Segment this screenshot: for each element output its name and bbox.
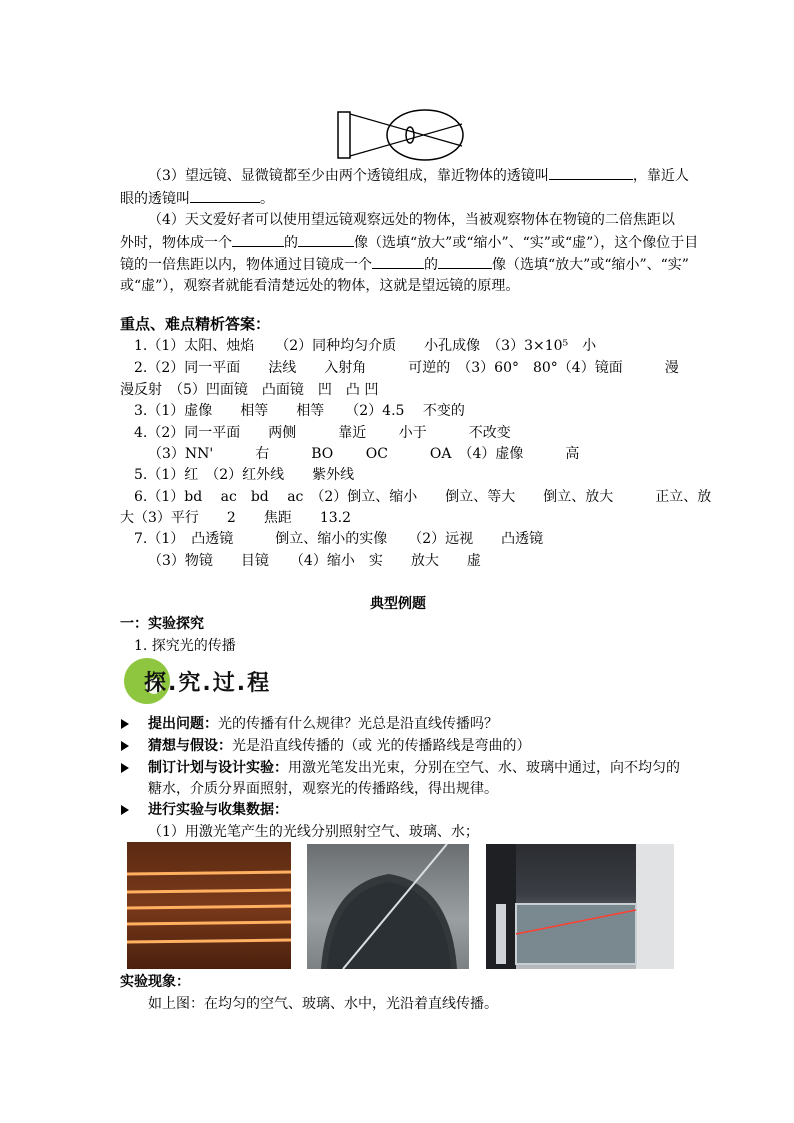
q3-blank-2	[190, 188, 260, 203]
phenomenon-label: 实验现象：	[120, 974, 190, 990]
bullet-arrow-icon	[121, 719, 129, 729]
banner-text: 探.究.过.程	[144, 671, 272, 696]
bullet-arrow-icon	[121, 763, 129, 773]
bullet-arrow-icon	[121, 741, 129, 751]
phenomenon-text: 如上图：在均匀的空气、玻璃、水中，光沿着直线传播。	[148, 996, 498, 1012]
q4-line-1: （4）天文爱好者可以使用望远镜观察远处的物体，当被观察物体在物镜的二倍焦距以	[148, 212, 675, 228]
eye-diagram	[330, 106, 470, 162]
laser-water-photo	[486, 844, 674, 969]
bullet-arrow-icon	[121, 805, 129, 815]
laser-glass-photo	[307, 844, 469, 969]
examples-title: 典型例题	[370, 596, 426, 612]
q3-blank-1	[549, 165, 633, 180]
answers-title: 重点、难点精析答案：	[120, 315, 271, 333]
q4-blank-2	[298, 232, 354, 247]
banner	[122, 656, 282, 708]
q4-blank-3	[372, 254, 424, 269]
q4-blank-1	[232, 232, 284, 247]
laser-air-photo	[127, 842, 291, 969]
q4-blank-4	[438, 254, 492, 269]
section-title: 一：实验探究	[120, 616, 204, 632]
q3-text: （3）望远镜、显微镜都至少由两个透镜组成，靠近物体的透镜叫	[148, 168, 549, 184]
sub-title: 1. 探究光的传播	[134, 638, 236, 654]
